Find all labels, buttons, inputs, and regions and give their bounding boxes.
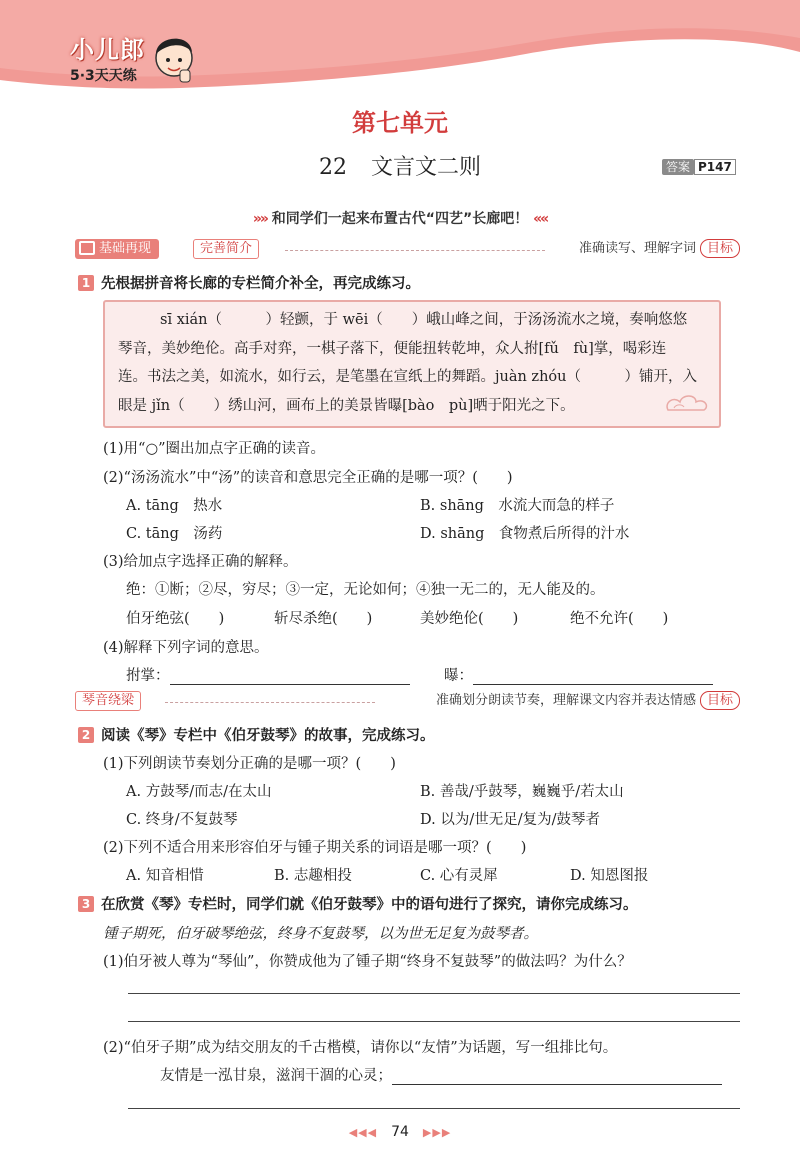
goal-tag-2: 目标 <box>700 691 740 710</box>
q1-sub3-item-1[interactable]: 伯牙绝弦( ) <box>126 611 225 627</box>
page-number: ◀◀◀ 74 ▶▶▶ <box>348 1124 452 1140</box>
logo-subtitle: 5·3天天练 <box>70 68 137 84</box>
q1-sub2-option-d[interactable]: D. shāng 食物煮后所得的汁水 <box>420 526 630 542</box>
logo-title: 小儿郎 <box>70 36 145 64</box>
right-arrows-icon: ▶▶▶ <box>422 1126 452 1139</box>
q1-sub2-option-c[interactable]: C. tāng 汤药 <box>126 526 223 542</box>
left-arrows-icon: ◀◀◀ <box>348 1126 378 1139</box>
q3-sub1: (1)伯牙被人尊为“琴仙”，你赞成他为了锺子期“终身不复鼓琴”的做法吗？为什么？ <box>103 954 632 970</box>
q1-sub4-a: 拊掌： <box>126 664 410 685</box>
profile-line-1: sī xián（ ）轻颤，于 wēi（ ）峨山峰之间，于汤汤流水之境，奏响悠悠 <box>160 312 688 328</box>
q1-sub3-item-4[interactable]: 绝不允许( ) <box>570 611 669 627</box>
boy-mascot-icon <box>150 28 200 84</box>
q1-sub3: (3)给加点字选择正确的解释。 <box>103 554 298 570</box>
answer-line-pu[interactable] <box>473 668 713 685</box>
section-tag-qin: 琴音绕梁 <box>75 691 141 711</box>
answer-label: 答案 <box>662 159 694 175</box>
q1-sub1: (1)用“○”圈出加点字正确的读音。 <box>103 441 326 457</box>
q2-sub1-option-d[interactable]: D. 以为/世无足/复为/鼓琴者 <box>420 812 600 828</box>
answer-reference <box>662 158 736 175</box>
q3-quote: 锺子期死，伯牙破琴绝弦，终身不复鼓琴，以为世无足复为鼓琴者。 <box>103 926 538 942</box>
q1-sub2-option-a[interactable]: A. tāng 热水 <box>126 498 223 514</box>
answer-page: P147 <box>694 159 736 175</box>
section-subtag: 完善简介 <box>193 239 259 259</box>
q2-sub2-option-b[interactable]: B. 志趣相投 <box>274 868 352 884</box>
q2-sub2-option-c[interactable]: C. 心有灵犀 <box>420 868 498 884</box>
question-3-title: 3 在欣赏《琴》专栏时，同学们就《伯牙鼓琴》中的语句进行了探究，请你完成练习。 <box>78 893 638 914</box>
q3-sub2-start: 友情是一泓甘泉，滋润干涸的心灵； <box>160 1064 722 1085</box>
goal-tag: 目标 <box>700 239 740 258</box>
unit-title: 第七单元 <box>352 109 448 137</box>
answer-line-q3-2a[interactable] <box>392 1068 722 1085</box>
profile-line-4: 眼是 jǐn（ ）绣山河，画布上的美景皆曝[bào pù]晒于阳光之下。 <box>118 397 575 414</box>
q2-sub1-option-c[interactable]: C. 终身/不复鼓琴 <box>126 812 238 828</box>
q1-sub3-item-2[interactable]: 斩尽杀绝( ) <box>274 611 373 627</box>
q2-sub1-option-a[interactable]: A. 方鼓琴/而志/在太山 <box>126 784 272 800</box>
intro-banner: »» 和同学们一起来布置古代“四艺”长廊吧！ «« <box>252 211 548 227</box>
section-goal-2: 准确划分朗读节奏，理解课文内容并表达情感 目标 <box>436 691 740 711</box>
answer-line-q3-1a[interactable] <box>128 993 740 994</box>
section-goal: 准确读写、理解字词 目标 <box>579 239 740 259</box>
intro-text: 和同学们一起来布置古代“四艺”长廊吧！ <box>271 211 529 227</box>
profile-line-2: 琴音，美妙绝伦。高手对弈，一棋子落下，便能扭转乾坤，众人拊[fǔ fù]掌，喝彩连 <box>118 340 667 357</box>
q2-sub1: (1)下列朗读节奏划分正确的是哪一项？( ) <box>103 756 396 772</box>
q1-sub2-option-b[interactable]: B. shāng 水流大而急的样子 <box>420 498 615 514</box>
q2-sub2: (2)下列不适合用来形容伯牙与锺子期关系的词语是哪一项？( ) <box>103 840 527 856</box>
question-1-title: 1 先根据拼音将长廊的专栏简介补全，再完成练习。 <box>78 272 420 293</box>
book-icon <box>79 241 95 255</box>
q1-sub4: (4)解释下列字词的意思。 <box>103 640 269 656</box>
q2-sub2-option-a[interactable]: A. 知音相惜 <box>126 868 204 884</box>
q1-sub4-b: 曝： <box>444 664 713 685</box>
brand-logo <box>70 30 145 85</box>
section-tag-basics: 基础再现 <box>75 239 159 259</box>
q1-sub3-item-3[interactable]: 美妙绝伦( ) <box>420 611 519 627</box>
profile-line-3: 连。书法之美，如流水，如行云，是笔墨在宣纸上的舞蹈。juàn zhóu（ ）铺开，入 <box>118 369 697 385</box>
question-2-title: 2 阅读《琴》专栏中《伯牙鼓琴》的故事，完成练习。 <box>78 724 435 745</box>
section-bar-basics <box>75 239 740 261</box>
section-bar-qin <box>75 691 740 713</box>
lesson-number: 22 <box>318 155 347 180</box>
q1-sub2: (2)“汤汤流水”中“汤”的读音和意思完全正确的是哪一项？( ) <box>103 470 513 486</box>
q2-sub2-option-d[interactable]: D. 知恩图报 <box>570 868 649 884</box>
q3-sub2: (2)“伯牙子期”成为结交朋友的千古楷模，请你以“友情”为话题，写一组排比句。 <box>103 1040 618 1056</box>
answer-line-q3-1b[interactable] <box>128 1021 740 1022</box>
lesson-name: 文言文二则 <box>370 155 481 180</box>
q2-sub1-option-b[interactable]: B. 善哉/乎鼓琴，巍巍乎/若太山 <box>420 784 624 800</box>
profile-text <box>118 306 713 420</box>
q1-sub3-definitions: 绝：①断；②尽，穷尽；③一定，无论如何；④独一无二的，无人能及的。 <box>126 582 605 598</box>
answer-line-q3-2b[interactable] <box>128 1108 740 1109</box>
answer-line-fuzhang[interactable] <box>170 668 410 685</box>
